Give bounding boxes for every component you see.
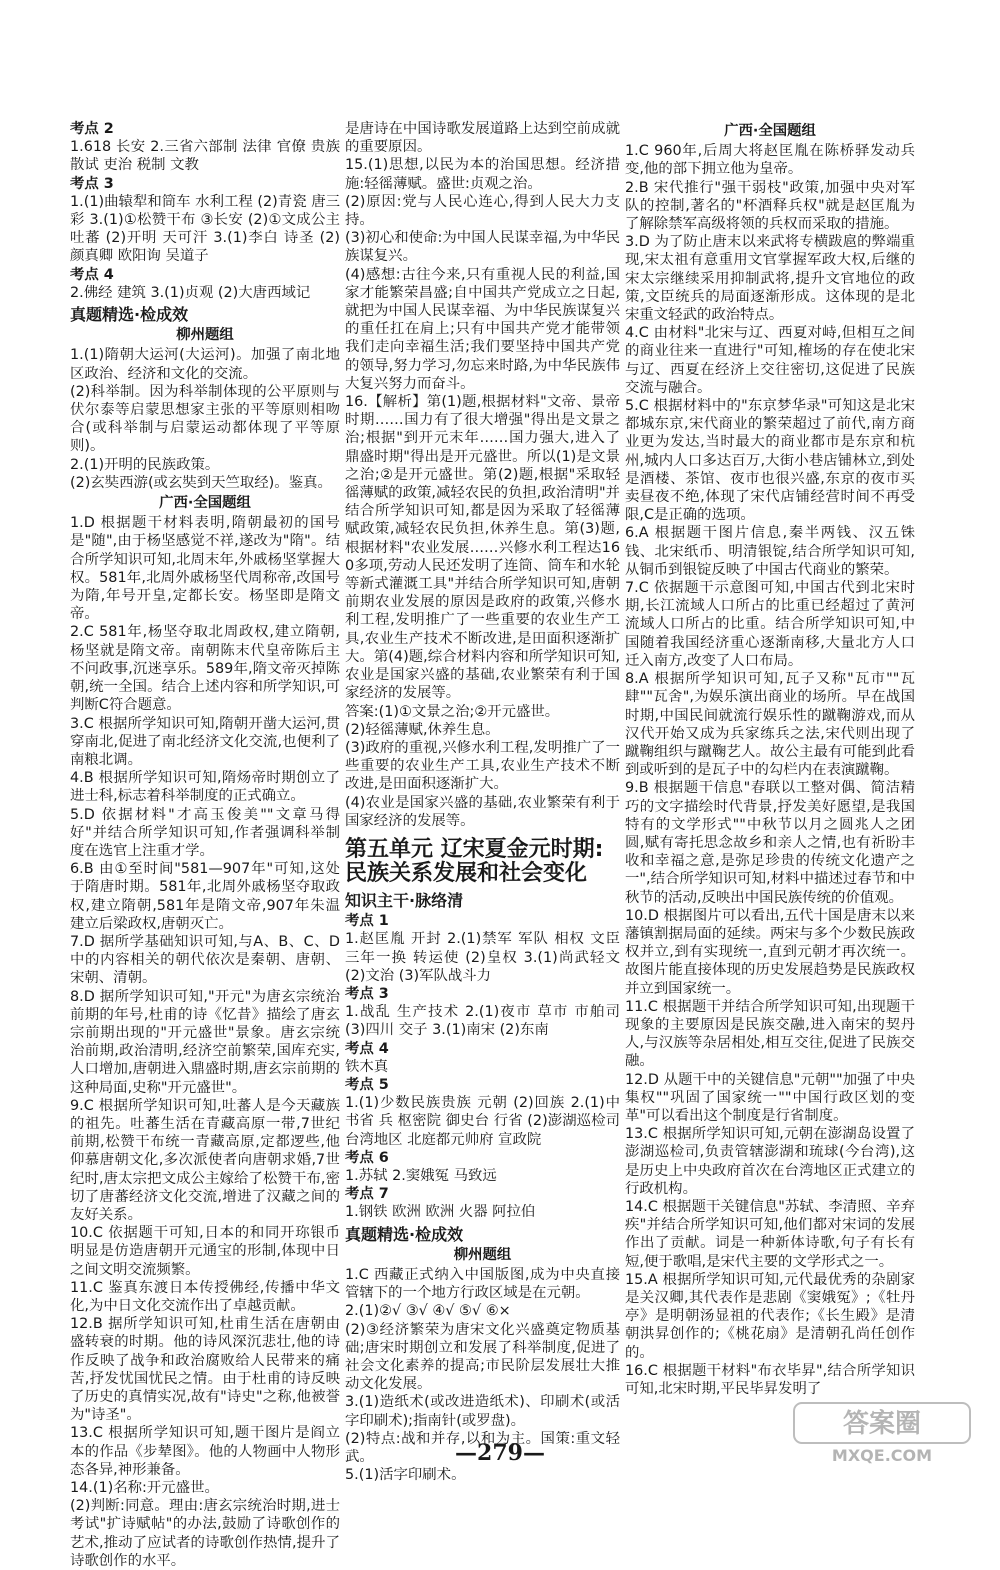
col1-p-16: 4.B 根据所学知识可知,隋炀帝时期创立了进士科,标志着科举制度的正式确立。 bbox=[70, 770, 340, 805]
col1-p-25: 13.C 根据所学知识可知,题干图片是阎立本的作品《步辇图》。他的人物画中人物形态各异,神形兼备。 bbox=[70, 1425, 340, 1478]
col2-p-9: (4)农业是国家兴盛的基础,农业繁荣有利于国家经济的发展等。 bbox=[345, 794, 620, 829]
col1-p-18: 6.B 由①至时间"581—907年"可知,这处于隋唐时期。581年,北周外戚杨坚夺取政权,建立隋朝,581年是隋文帝,907年朱温建立后梁政权,唐朝灭亡。 bbox=[70, 861, 340, 932]
watermark-logo bbox=[792, 1401, 972, 1465]
col3-p-11: 11.C 根据题干并结合所学知识可知,出现题干现象的主要原因是民族交融,进入南宋的契丹人,与汉族等杂居相处,相互交往,促进了民族交融。 bbox=[625, 998, 915, 1070]
col2-kd-12: 考点 1 bbox=[345, 913, 389, 930]
col2-p-3: (3)初心和使命:为中国人民谋幸福,为中华民族谋复兴。 bbox=[345, 230, 620, 265]
col1-p-5: 2.佛经 建筑 3.(1)贞观 (2)大唐西域记 bbox=[70, 284, 311, 301]
col2-sec-24: 真题精选·检成效 bbox=[345, 1224, 464, 1244]
col2-p-7: (2)轻徭薄赋,休养生息。 bbox=[345, 721, 500, 738]
col1-p-10: 2.(1)开明的民族政策。 bbox=[70, 456, 220, 473]
col3-p-7: 7.C 依据题干示意图可知,中国古代到北宋时期,长江流域人口所占的比重已经超过了黄河流域人口所占的比重。结合所学知识可知,中国随着我国经济重心逐渐南移,大量北方人口迁入南方,改变了人口布局。 bbox=[625, 580, 915, 669]
col1-sub-7: 柳州题组 bbox=[176, 327, 234, 344]
col1-p-8: 1.(1)隋朝大运河(大运河)。加强了南北地区政治、经济和文化的交流。 bbox=[70, 347, 340, 382]
col2-p-26: 1.C 西藏正式纳入中国版图,成为中央直接管辖下的一个地方行政区域是在元朝。 bbox=[345, 1266, 620, 1302]
col3-p-14: 14.C 根据题干关键信息"苏轼、李清照、辛弃疾"并结合所学知识可知,他们都对宋词的发展作出了贡献。词是一种新体诗歌,句子有长有短,便于歌唱,是宋代主要的文学形式之一。 bbox=[625, 1198, 915, 1270]
col3-p-4: 4.C 由材料"北宋与辽、西夏对峙,但相互之间的商业往来一直进行"可知,榷场的存在使北宋与辽、西夏在经济上交往密切,这促进了民族交流与融合。 bbox=[625, 325, 915, 396]
col1-sub-12: 广西·全国题组 bbox=[159, 495, 251, 512]
col1-p-14: 2.C 581年,杨坚夺取北周政权,建立隋朝,杨坚就是隋文帝。南朝陈末代皇帝陈后主不问政事,沉迷享乐。589年,隋文帝灭掉陈朝,统一全国。结合上述内容和所学知识,可判断C符合题意。 bbox=[70, 624, 340, 714]
col3-p-12: 12.D 从题干中的关键信息"元朝""加强了中央集权""巩固了国家统一""中国行政区划的变革"可以看出这个制度是行省制度。 bbox=[625, 1071, 915, 1124]
col2-sec-11: 知识主干·脉络清 bbox=[345, 890, 464, 910]
column-left bbox=[70, 120, 340, 1569]
svg-text:答案圈: 答案圈 bbox=[842, 1409, 922, 1439]
col2-p-8: (3)政府的重视,兴修水利工程,发明推广了一些重要的农业生产工具,农业生产技术不断改进,是田面积逐渐扩大。 bbox=[345, 739, 620, 793]
col2-p-31: 5.(1)活字印刷术。 bbox=[345, 1467, 466, 1484]
col2-p-4: (4)感想:古往今来,只有重视人民的利益,国家才能繁荣昌盛;自中国共产党成立之日起,就把为中国人民谋幸福、为中华民族谋复兴的重任扛在肩上;只有中国共产党才能带领我们走向幸福生活;我们要坚持中国共产党的领导,努力学习,勿忘来时路,为中华民族伟大复兴努力而奋斗。 bbox=[345, 266, 620, 392]
col2-p-15: 1.战乱 生产技术 2.(1)夜市 草市 市舶司 (3)四川 交子 3.(1)南宋 (2)东南 bbox=[345, 1004, 620, 1039]
col1-p-23: 11.C 鉴真东渡日本传授佛经,传播中华文化,为中日文化交流作出了卓越贡献。 bbox=[70, 1279, 340, 1314]
col1-p-26: 14.(1)名称:开元盛世。 bbox=[70, 1480, 219, 1497]
col1-p-11: (2)玄奘西游(或玄奘到天竺取经)。鉴真。 bbox=[70, 474, 332, 491]
col1-kd-2: 考点 3 bbox=[70, 175, 114, 192]
col1-p-13: 1.D 根据题干材料表明,隋朝最初的国号是"随",由于杨坚感觉不祥,遂改为"隋"。结合所学知识可知,北周末年,外戚杨坚掌握大权。581年,北周外戚杨坚代周称帝,改国号为隋,年号开皇,定都长安。杨坚即是隋文帝。 bbox=[70, 515, 340, 623]
col2-p-2: (2)原因:党与人民心连心,得到人民大力支持。 bbox=[345, 193, 620, 229]
col3-p-13: 13.C 根据所学知识可知,元朝在澎湖岛设置了澎湖巡检司,负责管辖澎湖和琉球(今台湾),这是历史上中央政府首次在台湾地区正式建立的行政机构。 bbox=[625, 1126, 915, 1197]
col1-p-20: 8.D 据所学知识可知,"开元"为唐玄宗统治前期的年号,杜甫的诗《忆昔》描绘了唐玄宗前期出现的"开元盛世"景象。唐玄宗统治前期,政治清明,经济空前繁荣,国库充实,人口增加,唐朝进入鼎盛时期,唐玄宗前期的这种局面,史称"开元盛世"。 bbox=[70, 988, 340, 1096]
svg-text:MXQE.COM: MXQE.COM bbox=[831, 1446, 933, 1465]
col1-p-1: 1.618 长安 2.三省六部制 法律 官僚 贵族 散试 吏治 税制 文教 bbox=[70, 139, 340, 174]
col3-p-16: 16.C 根据题干材料"布衣毕昇",结合所学知识可知,北宋时期,平民毕昇发明了 bbox=[625, 1362, 915, 1398]
col2-p-29: 3.(1)造纸术(或改进造纸术)、印刷术(或活字印刷术);指南针(或罗盘)。 bbox=[345, 1394, 620, 1429]
column-right bbox=[625, 120, 915, 1440]
col1-p-3: 1.(1)曲辕犁和筒车 水利工程 (2)青瓷 唐三彩 3.(1)①松赞干布 ③长安 (2)①文成公主 吐蕃 (2)开明 天可汗 3.(1)李白 诗圣 (2)颜真卿 欧阳询 吴道子 bbox=[70, 193, 340, 265]
col1-p-27: (2)判断:同意。理由:唐玄宗统治时期,进士考试"扩诗赋帖"的办法,鼓励了诗歌创作的艺术,推动了应试者的诗歌创作热情,提升了诗歌创作的水平。 bbox=[70, 1498, 340, 1569]
col1-kd-4: 考点 4 bbox=[70, 266, 114, 283]
col3-p-9: 9.B 根据题干信息"春联以工整对偶、简洁精巧的文字描绘时代背景,抒发美好愿望,是我国特有的文学形式""中秋节以月之圆兆人之团圆,赋有寄托思念故乡和亲人之情,也有祈盼丰收和幸福之意,是弥足珍贵的传统文化遗产之一",结合所学知识可知,材料中描述过春节和中秋节的活动,反映出中国民族传统的价值观。 bbox=[625, 780, 915, 906]
col1-p-21: 9.C 根据所学知识可知,吐蕃人是今天藏族的祖先。吐蕃生活在青藏高原一带,7世纪前期,松赞干布统一青藏高原,定都逻些,他仰慕唐朝文化,多次派使者向唐朝求婚,7世纪时,唐太宗把文成公主嫁给了松赞干布,密切了唐蕃经济文化交流,增进了汉藏之间的友好关系。 bbox=[70, 1097, 340, 1223]
col3-p-5: 5.C 根据材料中的"东京梦华录"可知这是北宋都城东京,宋代商业的繁荣超过了前代,南方商业更为发达,当时最大的商业都市是东京和杭州,城内人口多达百万,大街小巷店铺林立,到处是酒楼、茶馆、夜市也很兴盛,东京的夜市买卖昼夜不绝,体现了宋代店铺经营时间不再受限,C是正确的选项。 bbox=[625, 398, 915, 524]
col3-p-10: 10.D 根据图片可以看出,五代十国是唐末以来藩镇割据局面的延续。两宋与多个少数民族政权并立,到有实现统一,直到元朝才再次统一。故图片能直接体现的历史发展趋势是民族政权并立到国家统一。 bbox=[625, 907, 915, 997]
col3-p-6: 6.A 根据题干图片信息,秦半两钱、汉五铢钱、北宋纸币、明清银锭,结合所学知识可知,从铜币到银锭反映了中国古代商业的繁荣。 bbox=[625, 525, 915, 578]
col1-p-9: (2)科举制。因为科举制体现的公平原则与伏尔泰等启蒙思想家主张的平等原则相吻合(或科举制与启蒙运动都体现了平等原则)。 bbox=[70, 383, 340, 455]
col1-kd-0: 考点 2 bbox=[70, 121, 114, 137]
col2-p-1: 15.(1)思想,以民为本的治国思想。经济措施:轻徭薄赋。盛世:贞观之治。 bbox=[345, 157, 620, 192]
col2-p-17: 铁木真 bbox=[345, 1058, 389, 1075]
col2-kd-18: 考点 5 bbox=[345, 1076, 389, 1093]
col2-p-23: 1.钢铁 欧洲 欧洲 火器 阿拉伯 bbox=[345, 1204, 536, 1221]
col3-p-1: 1.C 960年,后周大将赵匡胤在陈桥驿发动兵变,他的部下拥立他为皇帝。 bbox=[625, 143, 915, 178]
col3-sub-0: 广西·全国题组 bbox=[724, 123, 816, 139]
col3-p-3: 3.D 为了防止唐末以来武将专横跋扈的弊端重现,宋太祖有意重用文官掌握军政大权,后继的宋太宗继续采用抑制武将,提升文官地位的政策,文臣统兵的局面逐渐形成。这体现的是北宋重文轻武的政治特点。 bbox=[625, 234, 915, 324]
col3-p-8: 8.A 根据所学知识可知,瓦子又称"瓦市""瓦肆""瓦舍",为娱乐演出商业的场所。早在战国时期,中国民间就流行娱乐性的蹴鞠游戏,而从汉代开始又成为兵家练兵之法,宋代则出现了蹴鞠组织与蹴鞠艺人。故公主最有可能到此看到或听到的是瓦子中的勾栏内在表演蹴鞠。 bbox=[625, 671, 915, 779]
col2-p-30: (2)特点:战和并存,以和为主。国策:重文轻武。 bbox=[345, 1430, 620, 1466]
col1-p-19: 7.D 据所学基础知识可知,与A、B、C、D中的内容相关的朝代依次是秦朝、唐朝、宋朝、清朝。 bbox=[70, 933, 340, 987]
col2-kd-14: 考点 3 bbox=[345, 985, 389, 1002]
col2-p-0: 是唐诗在中国诗歌发展道路上达到空前成就的重要原因。 bbox=[345, 121, 620, 156]
col2-kd-16: 考点 4 bbox=[345, 1040, 389, 1057]
col2-p-6: 答案:(1)①文景之治;②开元盛世。 bbox=[345, 703, 560, 720]
col2-p-5: 16.【解析】第(1)题,根据材料"文帝、景帝时期……国力有了很大增强"得出是文景之治;根据"到开元末年……国力强大,进入了鼎盛时期"得出是开元盛世。所以(1)是文景之治;②是开元盛世。第(2)题,根据"采取轻徭薄赋的政策,减轻农民的负担,政治清明"并结合所学知识可知,都是因为采取了轻徭薄赋政策,减轻农民负担,休养生息。第(3)题,根据材料"农业发展……兴修水利工程达160多项,劳动人民还发明了连筒、筒车和水轮等新式灌溉工具"并结合所学知识可知,唐朝前期农业发展的原因是政府的政策,兴修水利工程,发明推广了一些重要的农业生产工具,农业生产技术不断改进,是田面积逐渐扩大。第(4)题,综合材料内容和所学知识可知,农业是国家兴盛的基础,农业繁荣有利于国家经济的发展等。 bbox=[345, 394, 620, 702]
col2-p-28: (2)③经济繁荣为唐宋文化兴盛奠定物质基础;唐宋时期创立和发展了科举制度,促进了社会文化素养的提高;市民阶层发展壮大推动文化发展。 bbox=[345, 1321, 620, 1393]
col1-p-17: 5.D 依据材料"才高玉俊美""文章马得好"并结合所学知识可知,作者强调科举制度在选官上注重才学。 bbox=[70, 806, 340, 859]
col3-p-15: 15.A 根据所学知识可知,元代最优秀的杂剧家是关汉卿,其代表作是悲剧《窦娥冤》;《牡丹亭》是明朝汤显祖的代表作;《长生殿》是清朝洪昇创作的;《桃花扇》是清朝孔尚任创作的。 bbox=[625, 1271, 915, 1361]
page-number: —279— bbox=[455, 1440, 545, 1466]
col2-p-21: 1.苏轼 2.窦娥冤 马致远 bbox=[345, 1167, 497, 1184]
col2-sub-25: 柳州题组 bbox=[453, 1246, 512, 1263]
col2-p-19: 1.(1)少数民族贵族 元朝 (2)回族 2.(1)中书省 兵 枢密院 御史台 行省 (2)澎湖巡检司 台湾地区 北庭都元帅府 宣政院 bbox=[345, 1095, 620, 1148]
col2-unit-10: 第五单元 辽宋夏金元时期:民族关系发展和社会变化 bbox=[345, 836, 604, 886]
col1-sec-6: 真题精选·检成效 bbox=[70, 305, 189, 325]
col2-p-13: 1.赵匡胤 开封 2.(1)禁军 军队 相权 文臣 三年一换 转运使 (2)皇权 3.(1)尚武轻文 (2)文治 (3)军队战斗力 bbox=[345, 931, 620, 984]
col2-kd-20: 考点 6 bbox=[345, 1149, 389, 1166]
col1-p-24: 12.B 据所学知识可知,杜甫生活在唐朝由盛转衰的时期。他的诗风深沉悲壮,他的诗作反映了战争和政治腐败给人民带来的痛苦,抒发忧国忧民之情。由于杜甫的诗反映了历史的真情实况,故有"诗史"之称,他被誉为"诗圣"。 bbox=[70, 1316, 340, 1424]
col2-kd-22: 考点 7 bbox=[345, 1186, 389, 1203]
col2-p-27: 2.(1)②√ ③√ ④√ ⑤√ ⑥× bbox=[345, 1303, 511, 1320]
col1-p-22: 10.C 依据题干可知,日本的和同开珎银币明显是仿造唐朝开元通宝的形制,体现中日之间文明交流频繁。 bbox=[70, 1225, 340, 1278]
col3-p-2: 2.B 宋代推行"强干弱枝"政策,加强中央对军队的控制,著名的"杯酒释兵权"就是赵匡胤为了解除禁军高级将领的兵权而采取的措施。 bbox=[625, 179, 915, 233]
col1-p-15: 3.C 根据所学知识可知,隋朝开凿大运河,贯穿南北,促进了南北经济文化交流,也便利了南粮北调。 bbox=[70, 715, 340, 768]
